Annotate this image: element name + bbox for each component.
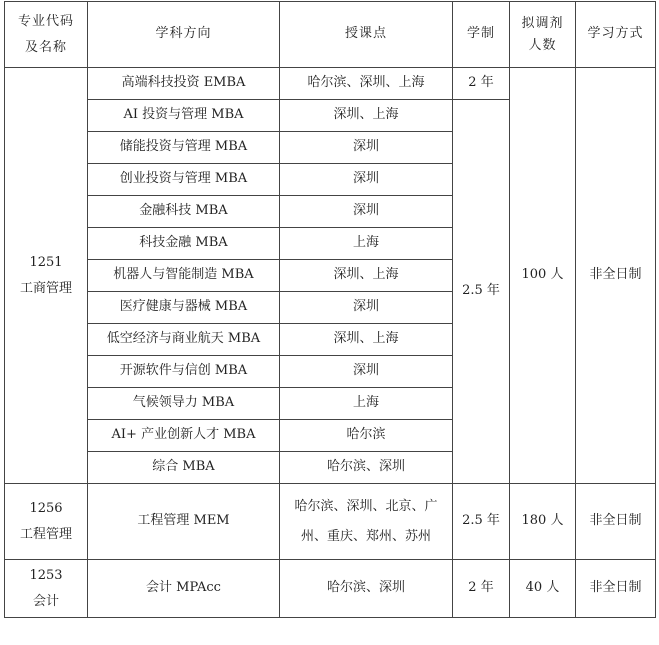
group-code-cell [5,68,88,484]
quota-cell: 100 人 [510,68,576,484]
direction-cell: 气候领导力 MBA [88,388,280,420]
group-code: 1253 [29,567,63,583]
direction-cell: 低空经济与商业航天 MBA [88,324,280,356]
header-row [5,2,656,68]
group-name: 会计 [32,593,59,609]
duration-cell: 2 年 [453,68,510,100]
location-cell: 哈尔滨、深圳、上海 [280,68,453,100]
location-cell: 上海 [280,388,453,420]
group-name: 工程管理 [19,526,72,542]
direction-cell: 高端科技投资 EMBA [88,68,280,100]
group-name: 工商管理 [19,280,72,296]
location-cell: 哈尔滨 [280,420,453,452]
direction-cell: 综合 MBA [88,452,280,484]
location-cell: 哈尔滨、深圳 [280,452,453,484]
header-direction: 学科方向 [88,2,280,68]
group-code: 1251 [29,254,63,270]
mode-cell: 非全日制 [576,560,656,618]
direction-cell: 机器人与智能制造 MBA [88,260,280,292]
direction-cell: AI 投资与管理 MBA [88,100,280,132]
direction-cell: 医疗健康与器械 MBA [88,292,280,324]
group-code: 1256 [29,500,63,516]
header-code [5,2,88,68]
mode-cell: 非全日制 [576,484,656,560]
direction-cell: 金融科技 MBA [88,196,280,228]
location-cell: 上海 [280,228,453,260]
direction-cell: 储能投资与管理 MBA [88,132,280,164]
admission-table [4,1,656,618]
group-code-cell [5,560,88,618]
header-code-line2: 及名称 [24,39,67,55]
duration-cell: 2 年 [453,560,510,618]
header-mode: 学习方式 [576,2,656,68]
header-quota-line2: 人数 [528,37,557,53]
location-cell: 深圳 [280,292,453,324]
header-duration: 学制 [453,2,510,68]
location-cell: 深圳 [280,132,453,164]
quota-cell: 180 人 [510,484,576,560]
location-line: 州、重庆、郑州、苏州 [300,528,431,544]
direction-cell: 会计 MPAcc [88,560,280,618]
table-row [5,68,656,100]
header-quota-line1: 拟调剂 [521,15,564,31]
location-cell: 哈尔滨、深圳 [280,560,453,618]
direction-cell: 创业投资与管理 MBA [88,164,280,196]
direction-cell: 科技金融 MBA [88,228,280,260]
location-cell: 深圳 [280,164,453,196]
header-code-line1: 专业代码 [17,13,74,29]
quota-cell: 40 人 [510,560,576,618]
duration-cell: 2.5 年 [453,484,510,560]
duration-cell: 2.5 年 [453,100,510,484]
table-row [5,484,656,560]
direction-cell: 开源软件与信创 MBA [88,356,280,388]
mode-cell: 非全日制 [576,68,656,484]
header-location: 授课点 [280,2,453,68]
location-cell: 深圳 [280,356,453,388]
location-line: 哈尔滨、深圳、北京、广 [294,498,438,514]
header-quota [510,2,576,68]
location-cell: 深圳、上海 [280,324,453,356]
location-cell: 深圳、上海 [280,260,453,292]
direction-cell: AI+ 产业创新人才 MBA [88,420,280,452]
table-row [5,560,656,618]
location-cell: 深圳、上海 [280,100,453,132]
location-cell: 深圳 [280,196,453,228]
group-code-cell [5,484,88,560]
direction-cell: 工程管理 MEM [88,484,280,560]
location-cell [280,484,453,560]
